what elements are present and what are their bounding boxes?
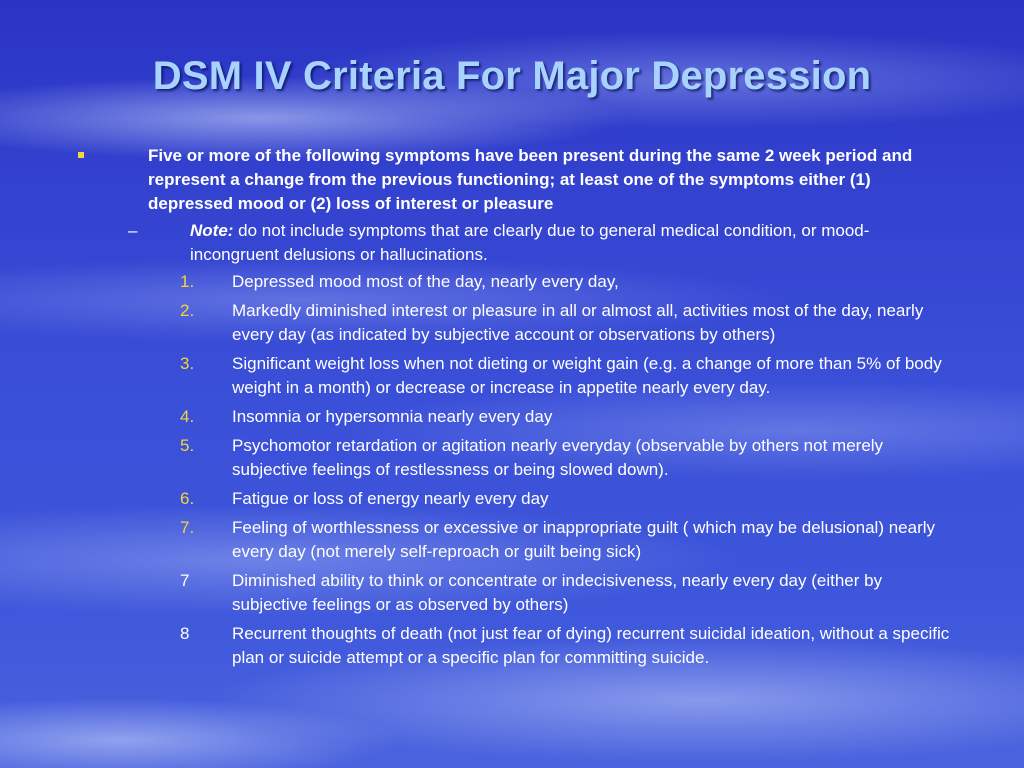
list-item-number: 5. — [180, 436, 195, 455]
list-item — [180, 622, 960, 670]
note-sub-point — [128, 219, 948, 267]
list-item-text: Markedly diminished interest or pleasure in all or almost all, activities most of the day, nearly every day (as indicated by subjective account or observations by others) — [232, 301, 924, 344]
list-item — [180, 569, 960, 617]
note-text-block — [190, 219, 930, 267]
list-item-text: Psychomotor retardation or agitation nearly everyday (observable by others not merely subjective feelings of restlessness or being slowed down). — [232, 436, 884, 479]
note-text: do not include symptoms that are clearly due to general medical condition, or mood-incongruent delusions or hallucinations. — [190, 221, 870, 264]
list-item-number: 6. — [180, 489, 195, 508]
main-bullet-point — [78, 144, 958, 216]
list-item-number: 2. — [180, 301, 195, 320]
list-item-text: Depressed mood most of the day, nearly every day, — [232, 272, 619, 291]
list-item-number: 4. — [180, 407, 195, 426]
list-item-text: Insomnia or hypersomnia nearly every day — [232, 407, 553, 426]
list-item-number: 3. — [180, 354, 195, 373]
list-item — [180, 434, 960, 482]
note-label: Note: — [190, 221, 234, 240]
main-bullet-text: Five or more of the following symptoms have been present during the same 2 week period and represent a change from the previous functioning; at least one of the symptoms either (1) depressed mood or (2) loss of interest or pleasure — [148, 146, 913, 213]
slide-title: DSM IV Criteria For Major Depression — [152, 54, 872, 98]
list-item-number: 1. — [180, 272, 195, 291]
list-item — [180, 352, 960, 400]
symptom-list — [180, 270, 960, 675]
list-item — [180, 516, 960, 564]
list-item-number: 8 — [180, 624, 190, 643]
list-item-text: Recurrent thoughts of death (not just fear of dying) recurrent suicidal ideation, without a specific plan or suicide attempt or a specific plan for committing suicide. — [232, 624, 950, 667]
list-item-text: Feeling of worthlessness or excessive or inappropriate guilt ( which may be delusional) nearly every day (not merely self-reproach or guilt being sick) — [232, 518, 936, 561]
list-item — [180, 487, 960, 511]
list-item — [180, 270, 960, 294]
list-item-text: Significant weight loss when not dieting or weight gain (e.g. a change of more than 5% of body weight in a month) or decrease or increase in appetite nearly every day. — [232, 354, 942, 397]
list-item — [180, 299, 960, 347]
dash-bullet: – — [128, 221, 138, 240]
list-item-text: Diminished ability to think or concentrate or indecisiveness, nearly every day (either by subjective feelings or as observed by others) — [232, 571, 883, 614]
list-item-number: 7 — [180, 571, 190, 590]
list-item-text: Fatigue or loss of energy nearly every day — [232, 489, 549, 508]
list-item — [180, 405, 960, 429]
list-item-number: 7. — [180, 518, 195, 537]
square-bullet-icon — [78, 152, 84, 158]
